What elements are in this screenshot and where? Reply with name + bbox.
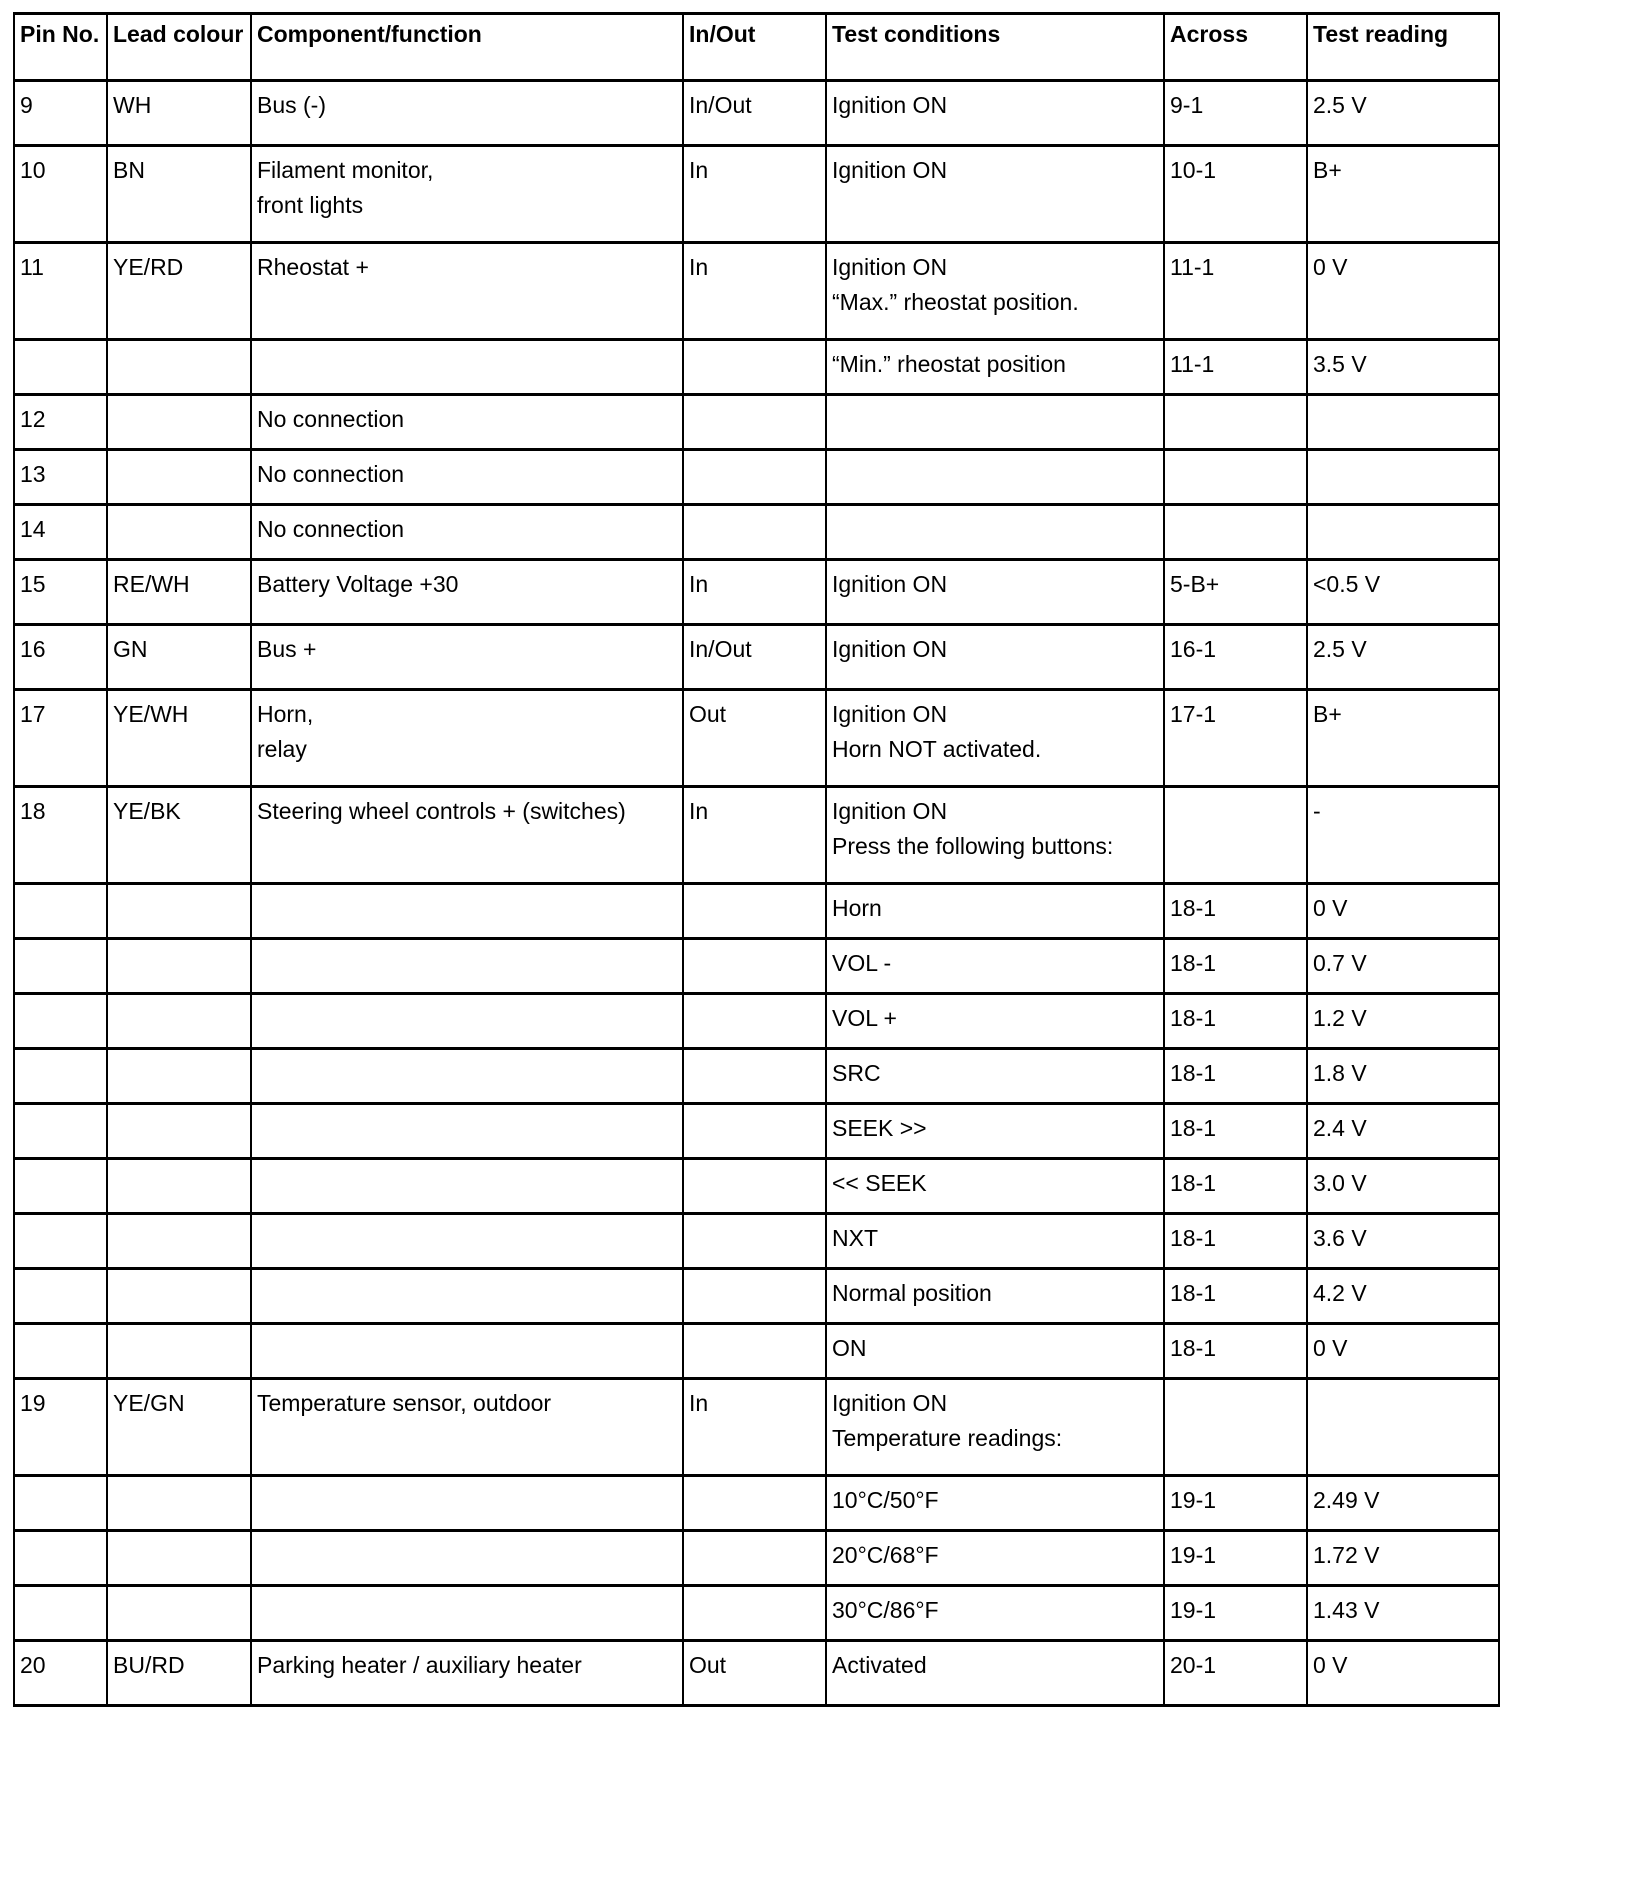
cell-test-conditions-line: SEEK >> [832, 1115, 927, 1141]
cell-across: 19-1 [1164, 1586, 1307, 1641]
cell-in-out [683, 939, 826, 994]
header-in-out: In/Out [683, 14, 826, 81]
cell-test-conditions [826, 884, 1164, 939]
cell-across [1164, 450, 1307, 505]
cell-in-out [683, 1159, 826, 1214]
cell-test-reading: 2.4 V [1307, 1104, 1499, 1159]
cell-lead-colour [107, 395, 251, 450]
cell-test-conditions [826, 1269, 1164, 1324]
cell-component-function [251, 1159, 683, 1214]
header-test-reading: Test reading [1307, 14, 1499, 81]
cell-lead-colour [107, 505, 251, 560]
cell-in-out: Out [683, 1641, 826, 1706]
cell-lead-colour [107, 939, 251, 994]
cell-pin-no [14, 340, 107, 395]
table-row [14, 1641, 1499, 1706]
cell-component-function [251, 395, 683, 450]
cell-test-reading: 1.43 V [1307, 1586, 1499, 1641]
cell-component-function [251, 1049, 683, 1104]
cell-component-function-line: Bus + [257, 636, 317, 662]
cell-across: 20-1 [1164, 1641, 1307, 1706]
cell-component-function-line: Battery Voltage +30 [257, 571, 459, 597]
cell-across: 18-1 [1164, 1214, 1307, 1269]
cell-component-function-line: No connection [257, 406, 405, 432]
cell-test-conditions [826, 994, 1164, 1049]
table-row [14, 560, 1499, 625]
table-row [14, 787, 1499, 884]
table-row [14, 1214, 1499, 1269]
cell-pin-no: 16 [14, 625, 107, 690]
table-row [14, 1379, 1499, 1476]
cell-component-function [251, 146, 683, 243]
cell-test-conditions [826, 690, 1164, 787]
table-row [14, 994, 1499, 1049]
cell-lead-colour [107, 994, 251, 1049]
cell-component-function [251, 1586, 683, 1641]
cell-lead-colour [107, 450, 251, 505]
cell-across: 5-B+ [1164, 560, 1307, 625]
cell-test-reading: 3.5 V [1307, 340, 1499, 395]
cell-component-function [251, 340, 683, 395]
cell-component-function [251, 243, 683, 340]
cell-across: 18-1 [1164, 1049, 1307, 1104]
cell-pin-no [14, 994, 107, 1049]
cell-pin-no: 15 [14, 560, 107, 625]
cell-lead-colour: WH [107, 81, 251, 146]
cell-test-reading [1307, 1379, 1499, 1476]
table-row [14, 340, 1499, 395]
cell-test-conditions-line: Ignition ON [832, 1390, 948, 1416]
table-row [14, 1159, 1499, 1214]
table-row [14, 625, 1499, 690]
table-row [14, 1324, 1499, 1379]
cell-test-reading: 0 V [1307, 1641, 1499, 1706]
cell-test-reading: 1.2 V [1307, 994, 1499, 1049]
cell-in-out [683, 1104, 826, 1159]
header-pin-no: Pin No. [14, 14, 107, 81]
cell-pin-no: 18 [14, 787, 107, 884]
cell-test-conditions-line: Press the following buttons: [832, 833, 1114, 859]
cell-test-conditions [826, 1214, 1164, 1269]
cell-across: 18-1 [1164, 994, 1307, 1049]
cell-test-conditions [826, 625, 1164, 690]
cell-component-function [251, 1269, 683, 1324]
cell-in-out [683, 1586, 826, 1641]
cell-test-reading: 3.6 V [1307, 1214, 1499, 1269]
cell-component-function-line: Horn, [257, 701, 314, 727]
cell-test-conditions [826, 146, 1164, 243]
cell-test-conditions-line: Ignition ON [832, 798, 948, 824]
cell-pin-no [14, 1531, 107, 1586]
cell-across: 16-1 [1164, 625, 1307, 690]
cell-test-conditions-line: Activated [832, 1652, 927, 1678]
table-row [14, 505, 1499, 560]
cell-pin-no [14, 1586, 107, 1641]
cell-lead-colour: GN [107, 625, 251, 690]
cell-test-conditions-line: VOL + [832, 1005, 897, 1031]
cell-pin-no: 19 [14, 1379, 107, 1476]
cell-lead-colour: RE/WH [107, 560, 251, 625]
cell-across: 17-1 [1164, 690, 1307, 787]
cell-lead-colour: BN [107, 146, 251, 243]
cell-test-reading: 1.8 V [1307, 1049, 1499, 1104]
cell-test-conditions [826, 1104, 1164, 1159]
cell-pin-no [14, 1049, 107, 1104]
cell-across [1164, 505, 1307, 560]
cell-in-out [683, 994, 826, 1049]
cell-test-reading: B+ [1307, 146, 1499, 243]
cell-lead-colour [107, 1049, 251, 1104]
cell-component-function [251, 690, 683, 787]
cell-in-out [683, 1269, 826, 1324]
cell-test-conditions-line: “Max.” rheostat position. [832, 289, 1079, 315]
cell-in-out: In [683, 560, 826, 625]
cell-test-reading [1307, 395, 1499, 450]
cell-component-function [251, 505, 683, 560]
cell-test-conditions-line: Normal position [832, 1280, 992, 1306]
cell-pin-no [14, 1476, 107, 1531]
cell-pin-no: 20 [14, 1641, 107, 1706]
cell-test-conditions [826, 1476, 1164, 1531]
cell-component-function [251, 1641, 683, 1706]
cell-pin-no [14, 1269, 107, 1324]
table-body [14, 81, 1499, 1706]
cell-component-function-line: No connection [257, 516, 405, 542]
cell-across: 19-1 [1164, 1476, 1307, 1531]
cell-test-conditions-line: 20°C/68°F [832, 1542, 939, 1568]
cell-test-reading: 0 V [1307, 243, 1499, 340]
cell-test-conditions-line: Temperature readings: [832, 1425, 1063, 1451]
cell-test-conditions [826, 505, 1164, 560]
cell-lead-colour [107, 1269, 251, 1324]
header-across: Across [1164, 14, 1307, 81]
cell-component-function-line: Bus (-) [257, 92, 326, 118]
cell-component-function-line: Rheostat + [257, 254, 369, 280]
header-row [14, 14, 1499, 81]
cell-lead-colour: YE/GN [107, 1379, 251, 1476]
cell-test-conditions [826, 1159, 1164, 1214]
cell-test-reading: B+ [1307, 690, 1499, 787]
cell-test-conditions [826, 1531, 1164, 1586]
cell-across [1164, 787, 1307, 884]
cell-component-function [251, 939, 683, 994]
table-row [14, 81, 1499, 146]
cell-in-out: In [683, 243, 826, 340]
table-row [14, 1476, 1499, 1531]
table-row [14, 243, 1499, 340]
cell-test-conditions-line: Horn NOT activated. [832, 736, 1042, 762]
cell-test-conditions-line: Ignition ON [832, 92, 948, 118]
cell-component-function [251, 560, 683, 625]
cell-component-function-line: relay [257, 736, 307, 762]
cell-in-out [683, 450, 826, 505]
cell-in-out [683, 1214, 826, 1269]
cell-lead-colour: YE/BK [107, 787, 251, 884]
table-row [14, 1104, 1499, 1159]
cell-test-conditions [826, 1049, 1164, 1104]
cell-component-function [251, 1104, 683, 1159]
cell-test-reading: 3.0 V [1307, 1159, 1499, 1214]
cell-component-function [251, 1379, 683, 1476]
cell-across: 9-1 [1164, 81, 1307, 146]
cell-lead-colour [107, 340, 251, 395]
cell-in-out [683, 1049, 826, 1104]
cell-component-function [251, 1324, 683, 1379]
cell-across: 18-1 [1164, 1104, 1307, 1159]
cell-test-reading: 0 V [1307, 884, 1499, 939]
cell-across: 18-1 [1164, 1159, 1307, 1214]
cell-in-out [683, 505, 826, 560]
cell-component-function [251, 625, 683, 690]
table-row [14, 1269, 1499, 1324]
table-row [14, 1531, 1499, 1586]
cell-in-out: In [683, 146, 826, 243]
table-row [14, 395, 1499, 450]
cell-test-conditions-line: VOL - [832, 950, 892, 976]
cell-component-function [251, 994, 683, 1049]
cell-component-function-line: Temperature sensor, outdoor [257, 1390, 552, 1416]
cell-test-reading: 1.72 V [1307, 1531, 1499, 1586]
cell-test-conditions [826, 560, 1164, 625]
header-lead-colour: Lead colour [107, 14, 251, 81]
cell-in-out: Out [683, 690, 826, 787]
table-row [14, 1586, 1499, 1641]
table-row [14, 450, 1499, 505]
cell-lead-colour: BU/RD [107, 1641, 251, 1706]
cell-in-out [683, 884, 826, 939]
table-row [14, 884, 1499, 939]
cell-component-function-line: Parking heater / auxiliary heater [257, 1652, 582, 1678]
table-row [14, 939, 1499, 994]
cell-pin-no: 12 [14, 395, 107, 450]
cell-test-reading: - [1307, 787, 1499, 884]
cell-in-out: In [683, 787, 826, 884]
cell-component-function [251, 787, 683, 884]
cell-test-conditions-line: Horn [832, 895, 882, 921]
cell-in-out [683, 1531, 826, 1586]
cell-across: 18-1 [1164, 1269, 1307, 1324]
cell-component-function [251, 1531, 683, 1586]
cell-pin-no [14, 884, 107, 939]
header-test-conditions: Test conditions [826, 14, 1164, 81]
cell-component-function [251, 1476, 683, 1531]
cell-lead-colour [107, 1159, 251, 1214]
table-row [14, 690, 1499, 787]
cell-test-reading: 2.5 V [1307, 81, 1499, 146]
cell-component-function-line: Steering wheel controls + (switches) [257, 798, 626, 824]
cell-lead-colour [107, 1476, 251, 1531]
cell-test-conditions-line: ON [832, 1335, 867, 1361]
cell-component-function [251, 450, 683, 505]
cell-test-conditions-line: 10°C/50°F [832, 1487, 939, 1513]
cell-lead-colour [107, 1531, 251, 1586]
cell-lead-colour [107, 884, 251, 939]
cell-test-reading [1307, 505, 1499, 560]
cell-test-reading: 2.49 V [1307, 1476, 1499, 1531]
cell-across [1164, 1379, 1307, 1476]
cell-test-reading: 0.7 V [1307, 939, 1499, 994]
cell-pin-no [14, 1159, 107, 1214]
cell-lead-colour: YE/WH [107, 690, 251, 787]
cell-pin-no [14, 1104, 107, 1159]
cell-pin-no [14, 1324, 107, 1379]
cell-test-conditions [826, 1586, 1164, 1641]
cell-test-conditions [826, 243, 1164, 340]
cell-component-function-line: Filament monitor, [257, 157, 434, 183]
pin-test-table [13, 12, 1500, 1707]
cell-test-conditions-line: Ignition ON [832, 701, 948, 727]
cell-lead-colour [107, 1214, 251, 1269]
cell-across: 18-1 [1164, 939, 1307, 994]
cell-component-function-line: front lights [257, 192, 364, 218]
cell-test-conditions [826, 1379, 1164, 1476]
cell-test-reading: <0.5 V [1307, 560, 1499, 625]
cell-pin-no: 14 [14, 505, 107, 560]
cell-test-conditions-line: “Min.” rheostat position [832, 351, 1066, 377]
cell-across: 18-1 [1164, 1324, 1307, 1379]
cell-test-conditions [826, 1641, 1164, 1706]
cell-test-conditions [826, 1324, 1164, 1379]
cell-lead-colour [107, 1324, 251, 1379]
cell-test-conditions-line: Ignition ON [832, 636, 948, 662]
cell-across: 11-1 [1164, 243, 1307, 340]
cell-lead-colour [107, 1586, 251, 1641]
pin-test-sheet [13, 12, 1500, 1707]
cell-test-reading: 2.5 V [1307, 625, 1499, 690]
cell-test-conditions [826, 450, 1164, 505]
cell-test-conditions [826, 81, 1164, 146]
cell-test-conditions-line: SRC [832, 1060, 881, 1086]
cell-in-out: In/Out [683, 625, 826, 690]
cell-across: 18-1 [1164, 884, 1307, 939]
cell-test-conditions-line: Ignition ON [832, 571, 948, 597]
cell-in-out [683, 1324, 826, 1379]
cell-pin-no: 10 [14, 146, 107, 243]
cell-in-out [683, 340, 826, 395]
cell-test-reading: 0 V [1307, 1324, 1499, 1379]
cell-across: 10-1 [1164, 146, 1307, 243]
cell-test-reading [1307, 450, 1499, 505]
header-component-function: Component/function [251, 14, 683, 81]
cell-test-conditions-line: NXT [832, 1225, 878, 1251]
cell-in-out [683, 1476, 826, 1531]
cell-test-conditions [826, 395, 1164, 450]
cell-test-reading: 4.2 V [1307, 1269, 1499, 1324]
cell-lead-colour [107, 1104, 251, 1159]
cell-test-conditions [826, 939, 1164, 994]
cell-in-out [683, 395, 826, 450]
table-row [14, 146, 1499, 243]
cell-across: 11-1 [1164, 340, 1307, 395]
cell-pin-no: 11 [14, 243, 107, 340]
cell-test-conditions-line: << SEEK [832, 1170, 927, 1196]
cell-pin-no [14, 939, 107, 994]
cell-component-function [251, 1214, 683, 1269]
cell-in-out: In/Out [683, 81, 826, 146]
cell-test-conditions [826, 787, 1164, 884]
cell-test-conditions-line: Ignition ON [832, 254, 948, 280]
cell-test-conditions-line: 30°C/86°F [832, 1597, 939, 1623]
cell-in-out: In [683, 1379, 826, 1476]
cell-pin-no [14, 1214, 107, 1269]
cell-component-function [251, 81, 683, 146]
cell-across: 19-1 [1164, 1531, 1307, 1586]
cell-component-function-line: No connection [257, 461, 405, 487]
cell-pin-no: 13 [14, 450, 107, 505]
cell-component-function [251, 884, 683, 939]
table-row [14, 1049, 1499, 1104]
cell-pin-no: 9 [14, 81, 107, 146]
cell-test-conditions-line: Ignition ON [832, 157, 948, 183]
cell-pin-no: 17 [14, 690, 107, 787]
cell-across [1164, 395, 1307, 450]
cell-lead-colour: YE/RD [107, 243, 251, 340]
cell-test-conditions [826, 340, 1164, 395]
